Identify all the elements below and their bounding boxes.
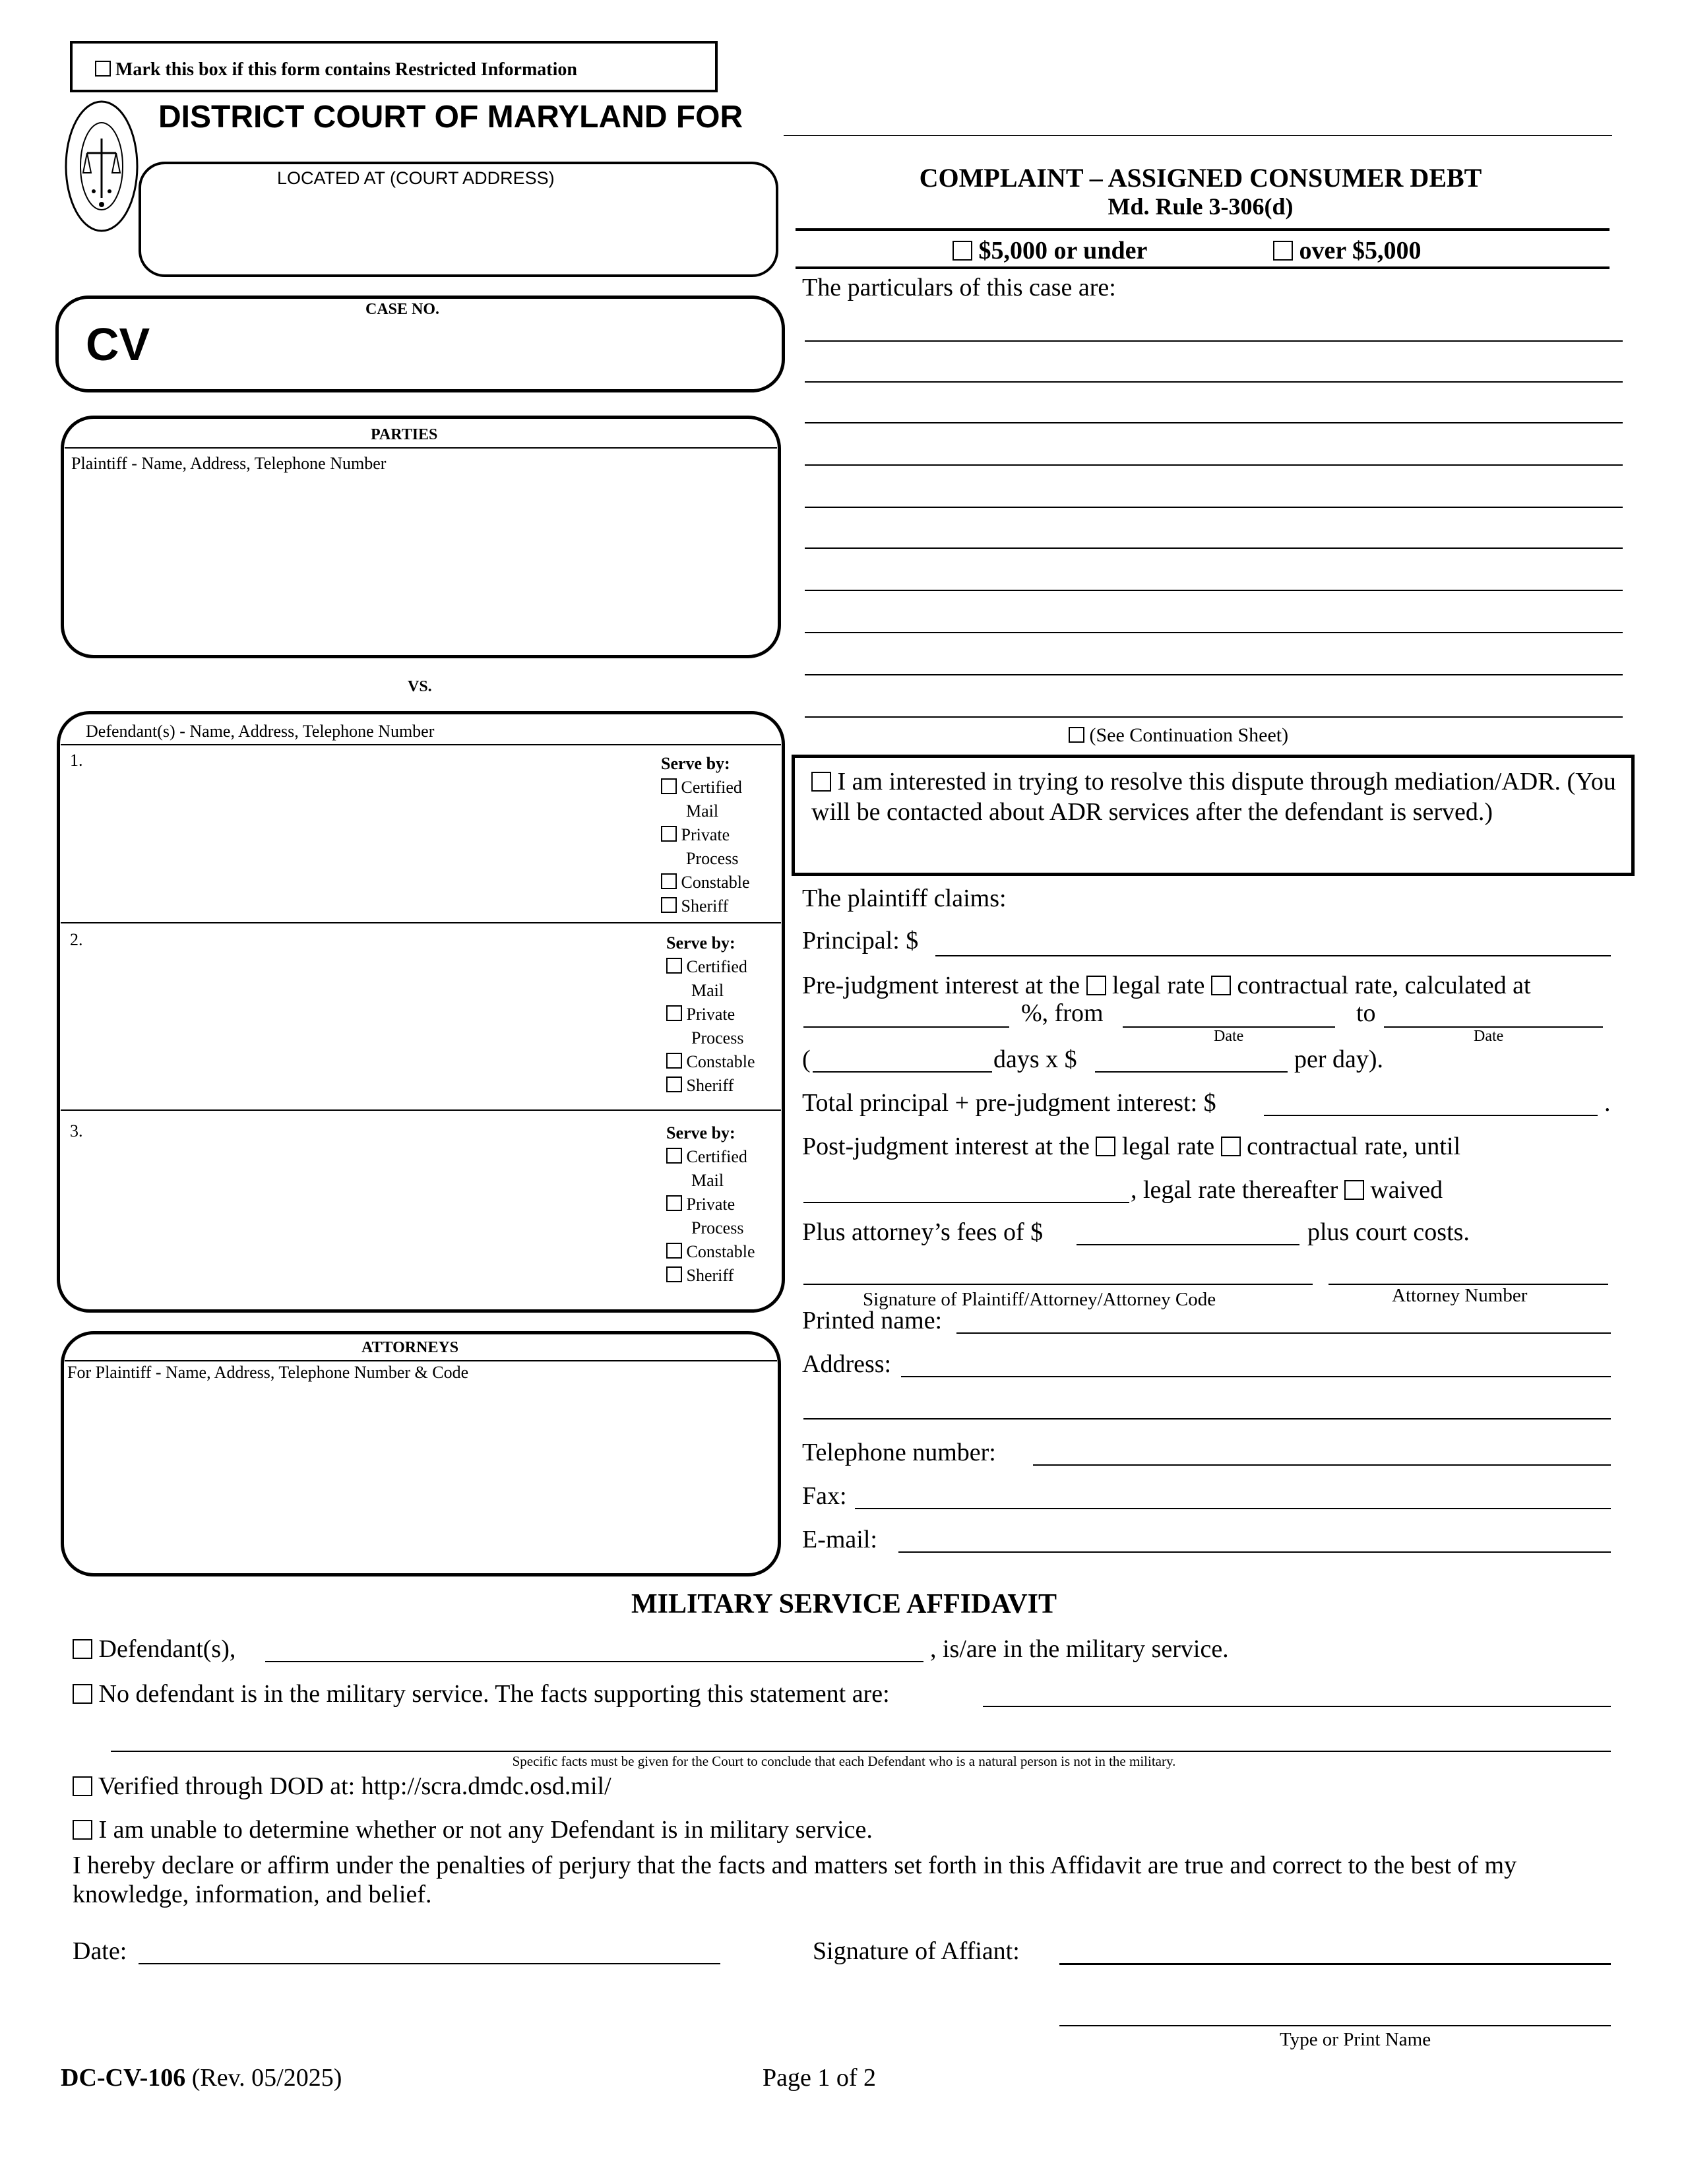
fax-field[interactable] (855, 1508, 1611, 1509)
vs-label: VS. (408, 678, 432, 695)
defendant-2-serve: Serve by: Certified Mail Private Process Constable Sheriff (666, 933, 755, 1095)
address-field-2[interactable] (803, 1418, 1611, 1420)
d1-private-checkbox[interactable] (661, 826, 677, 842)
particulars-line[interactable] (805, 422, 1623, 423)
particulars-label: The particulars of this case are: (802, 274, 1116, 301)
particulars-line[interactable] (805, 464, 1623, 466)
total-field[interactable] (1264, 1115, 1598, 1116)
total-period: . (1604, 1089, 1611, 1117)
per-day-label: per day). (1294, 1045, 1384, 1073)
particulars-line[interactable] (805, 507, 1623, 508)
principal-field[interactable] (935, 955, 1611, 956)
pct-from: %, from (1021, 999, 1104, 1027)
plaintiff-label: Plaintiff - Name, Address, Telephone Number (71, 454, 387, 473)
restricted-checkbox[interactable] (95, 61, 111, 77)
declaration: I hereby declare or affirm under the penalties of perjury that the facts and matters set forth in this Affidavit are true and correct to the best of my knowledge, information, and belief. (73, 1852, 1517, 1908)
defendant-3-serve: Serve by: Certified Mail Private Process Constable Sheriff (666, 1123, 755, 1285)
page-number: Page 1 of 2 (763, 2064, 877, 2092)
affiant-signature-field[interactable] (1059, 1963, 1611, 1965)
legal-after-row: , legal rate thereafter waived (1131, 1176, 1443, 1204)
d2-sheriff-checkbox[interactable] (666, 1076, 682, 1092)
date-label: Date: (73, 1937, 127, 1965)
d1-constable-checkbox[interactable] (661, 873, 677, 889)
defendant-label: Defendant(s) - Name, Address, Telephone Number (86, 722, 435, 741)
pre-legal-checkbox[interactable] (1086, 976, 1106, 995)
days-open: ( (802, 1045, 811, 1073)
defendant-1-num: 1. (70, 751, 83, 770)
per-day-field[interactable] (1095, 1071, 1288, 1073)
mediation-checkbox[interactable] (811, 772, 831, 792)
unable-to-determine: I am unable to determine whether or not any Defendant is in military service. (73, 1815, 873, 1844)
facts-field[interactable] (983, 1706, 1611, 1707)
dod-checkbox[interactable] (73, 1776, 92, 1796)
fax-label: Fax: (802, 1482, 847, 1510)
pre-rate-field[interactable] (803, 1026, 1009, 1028)
days-field[interactable] (813, 1071, 992, 1073)
unable-checkbox[interactable] (73, 1820, 92, 1840)
particulars-line[interactable] (805, 381, 1623, 383)
email-field[interactable] (898, 1551, 1611, 1553)
case-prefix: CV (86, 319, 150, 370)
d2-constable-checkbox[interactable] (666, 1053, 682, 1069)
printed-name-field[interactable] (956, 1332, 1611, 1334)
particulars-line[interactable] (805, 547, 1623, 549)
d1-certified-checkbox[interactable] (661, 778, 677, 794)
case-label: CASE NO. (365, 301, 440, 318)
d3-constable-checkbox[interactable] (666, 1243, 682, 1259)
def-in-service-tail: , is/are in the military service. (930, 1635, 1229, 1663)
court-title: DISTRICT COURT OF MARYLAND FOR (158, 100, 743, 135)
pre-contractual-checkbox[interactable] (1211, 976, 1231, 995)
plaintiff-box[interactable] (61, 416, 781, 658)
plaintiff-signature-field[interactable] (803, 1284, 1313, 1285)
claims-intro: The plaintiff claims: (802, 885, 1007, 912)
d2-certified-checkbox[interactable] (666, 958, 682, 974)
telephone-field[interactable] (1033, 1464, 1611, 1466)
post-until-field[interactable] (803, 1202, 1129, 1203)
no-defendant-checkbox[interactable] (73, 1684, 92, 1704)
atty-num-label: Attorney Number (1392, 1285, 1528, 1306)
post-judgment-row: Post-judgment interest at the legal rate contractual rate, until (802, 1133, 1461, 1160)
form-rule: Md. Rule 3-306(d) (1108, 193, 1294, 220)
post-contractual-checkbox[interactable] (1221, 1137, 1241, 1156)
d3-private-checkbox[interactable] (666, 1195, 682, 1211)
printed-name-label: Printed name: (802, 1307, 943, 1334)
from-date-label: Date (1214, 1028, 1244, 1045)
days-label: days x $ (993, 1045, 1077, 1073)
pre-judgment-row: Pre-judgment interest at the legal rate contractual rate, calculated at (802, 972, 1531, 999)
mediation-text: I am interested in trying to resolve this dispute through mediation/ADR. (You will be contacted about ADR services after the defendant is served.) (811, 768, 1616, 826)
date-field[interactable] (139, 1963, 720, 1964)
sig-label: Signature of Plaintiff/Attorney/Attorney Code (863, 1289, 1216, 1310)
def-in-service-field[interactable] (265, 1661, 923, 1662)
particulars-line[interactable] (805, 674, 1623, 675)
defendant-2-num: 2. (70, 930, 83, 949)
d1-sheriff-checkbox[interactable] (661, 897, 677, 913)
amount-over-checkbox[interactable] (1273, 241, 1293, 261)
particulars-line[interactable] (805, 632, 1623, 633)
facts-field-2[interactable] (111, 1751, 1611, 1752)
facts-note: Specific facts must be given for the Court to conclude that each Defendant who is a natural person is not in the military. (512, 1753, 1176, 1769)
continuation: (See Continuation Sheet) (1069, 724, 1288, 747)
amount-under: $5,000 or under (953, 236, 1147, 265)
print-name-label: Type or Print Name (1280, 2029, 1431, 2050)
parties-header: PARTIES (371, 426, 438, 443)
telephone-label: Telephone number: (802, 1439, 996, 1466)
print-name-field[interactable] (1059, 2025, 1611, 2026)
fees-label: Plus attorney’s fees of $ (802, 1218, 1044, 1246)
court-seal (62, 99, 141, 234)
d3-certified-checkbox[interactable] (666, 1148, 682, 1164)
court-county-line[interactable] (784, 135, 1612, 136)
post-legal-checkbox[interactable] (1096, 1137, 1115, 1156)
email-label: E-mail: (802, 1526, 877, 1553)
signature-label: Signature of Affiant: (813, 1937, 1020, 1965)
form-id: DC-CV-106 (Rev. 05/2025) (61, 2064, 342, 2092)
to-label: to (1356, 999, 1376, 1027)
address-label: Address: (802, 1350, 892, 1378)
attorneys-label: For Plaintiff - Name, Address, Telephone Number & Code (67, 1363, 469, 1382)
to-date-label: Date (1474, 1028, 1504, 1045)
form-title: COMPLAINT – ASSIGNED CONSUMER DEBT (919, 163, 1482, 193)
restricted-label: Mark this box if this form contains Restricted Information (115, 59, 577, 80)
dod-verified: Verified through DOD at: http://scra.dmdc.osd.mil/ (73, 1772, 611, 1801)
affidavit-title: MILITARY SERVICE AFFIDAVIT (631, 1589, 1057, 1619)
amount-under-checkbox[interactable] (953, 241, 972, 261)
particulars-line[interactable] (805, 716, 1623, 718)
particulars-line[interactable] (805, 590, 1623, 591)
d3-sheriff-checkbox[interactable] (666, 1266, 682, 1282)
def-in-service-checkbox[interactable] (73, 1639, 92, 1659)
d2-private-checkbox[interactable] (666, 1005, 682, 1021)
defendant-1-serve: Serve by: Certified Mail Private Process Constable Sheriff (661, 754, 750, 916)
restricted-row (95, 59, 577, 80)
total-label: Total principal + pre-judgment interest: $ (802, 1089, 1216, 1117)
continuation-checkbox[interactable] (1069, 727, 1084, 743)
particulars-line[interactable] (805, 340, 1623, 342)
address-field[interactable] (901, 1376, 1611, 1377)
def-in-service: Defendant(s), (73, 1635, 235, 1664)
waived-checkbox[interactable] (1344, 1180, 1364, 1200)
principal-label: Principal: $ (802, 927, 919, 954)
attorneys-header: ATTORNEYS (361, 1339, 459, 1356)
no-defendant: No defendant is in the military service. The facts supporting this statement are: (73, 1679, 890, 1708)
court-address-label: LOCATED AT (COURT ADDRESS) (277, 168, 555, 188)
fees-field[interactable] (1077, 1244, 1299, 1245)
amount-over: over $5,000 (1273, 236, 1422, 265)
court-costs: plus court costs. (1307, 1218, 1470, 1246)
defendant-3-num: 3. (70, 1121, 83, 1140)
